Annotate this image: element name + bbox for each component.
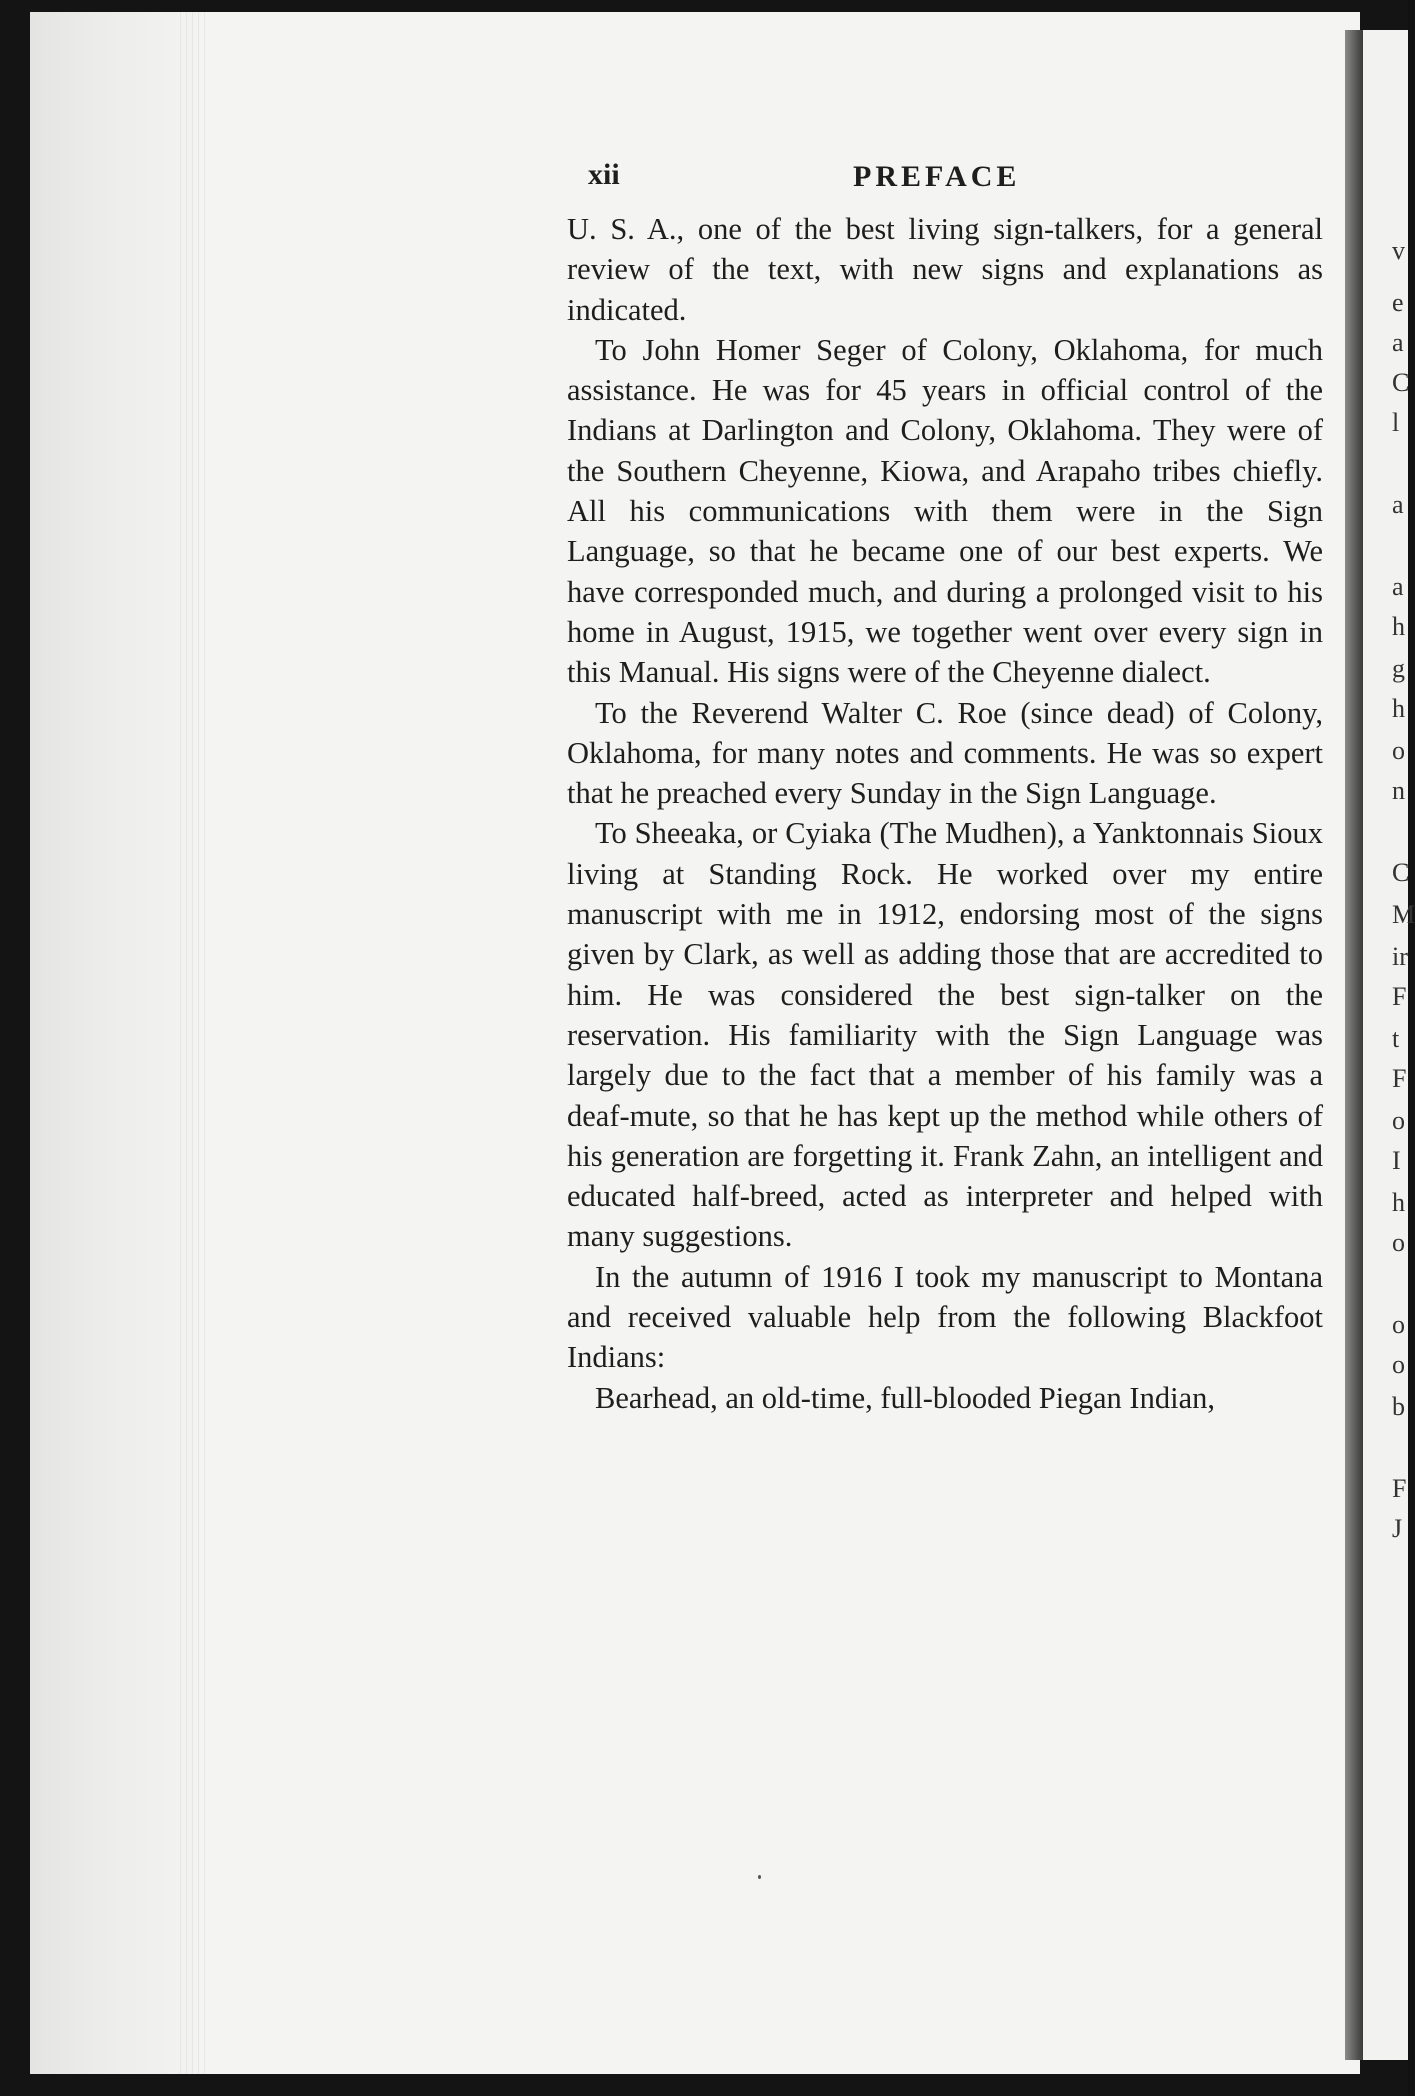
next-page-letter: v [1392, 236, 1405, 265]
page-edge-lines [180, 12, 210, 2074]
next-page-letter: M [1392, 900, 1415, 929]
next-page-letter: a [1392, 328, 1404, 357]
next-page-letter: h [1392, 1188, 1405, 1217]
next-page-letter: o [1392, 1228, 1405, 1257]
next-page-letter: o [1392, 1106, 1405, 1135]
next-page-letter: C [1392, 858, 1410, 887]
paragraph: To Sheeaka, or Cyiaka (The Mudhen), a Yanktonnais Sioux living at Standing Rock. He worked over my entire manuscript with me in 1912, endorsing most of the signs given by Clark, as well as adding those that are accredited to him. He was considered the best sign-talker on the reservation. His familiarity with the Sign Language was largely due to the fact that a member of his family was a deaf-mute, so that he has kept up the method while others of his generation are forgetting it. Frank Zahn, an intelligent and educated half-breed, acted as interpreter and helped with many suggestions. [567, 816, 1323, 1254]
spine-shadow [1345, 30, 1363, 2060]
next-page-letter: h [1392, 694, 1405, 723]
next-page-letter: l [1392, 408, 1400, 437]
next-page-letter: F [1392, 1474, 1407, 1503]
next-page-letter: a [1392, 490, 1404, 519]
next-page-letter: o [1392, 1310, 1405, 1339]
next-page-letter: g [1392, 654, 1405, 683]
paragraph: U. S. A., one of the best living sign-talkers, for a general review of the text, with new signs and explanations as indicated. [567, 212, 1323, 327]
next-page-letter: J [1392, 1514, 1403, 1543]
paragraph: Bearhead, an old-time, full-blooded Piegan Indian, [595, 1380, 1215, 1415]
next-page-letter: F [1392, 982, 1407, 1011]
page-gutter [30, 12, 200, 2074]
next-page-letter: b [1392, 1392, 1405, 1421]
next-page-letter: o [1392, 736, 1405, 765]
next-page-letter: n [1392, 776, 1405, 805]
paragraph: To the Reverend Walter C. Roe (since dead) of Colony, Oklahoma, for many notes and comments. He was so expert that he preached every Sunday in the Sign Language. [567, 695, 1323, 811]
next-page-letter: a [1392, 572, 1404, 601]
next-page-letter: h [1392, 612, 1405, 641]
next-page-letter: C [1392, 368, 1410, 397]
running-head [567, 155, 1323, 209]
page-number: xii [588, 158, 620, 191]
next-page-letter: o [1392, 1350, 1405, 1379]
text-block [567, 155, 1323, 1418]
paragraph: To John Homer Seger of Colony, Oklahoma, for much assistance. He was for 45 years in official control of the Indians at Darlington and Colony, Oklahoma. They were of the Southern Cheyenne, Kiowa, and Arapaho tribes chiefly. All his communications with them were in the Sign Language, so that he became one of our best experts. We have corresponded much, and during a prolonged visit to his home in August, 1915, we together went over every sign in this Manual. His signs were of the Cheyenne dialect. [567, 332, 1323, 690]
next-page-letter: t [1392, 1024, 1400, 1053]
running-title: PREFACE [853, 160, 1021, 193]
next-page-letter: F [1392, 1064, 1407, 1093]
next-page-letter: ir [1392, 942, 1408, 971]
body-text [567, 209, 1323, 1418]
paragraph: In the autumn of 1916 I took my manuscript to Montana and received valuable help from the following Blackfoot Indians: [567, 1259, 1323, 1375]
next-page-letter: e [1392, 288, 1404, 317]
next-page-letter: I [1392, 1146, 1401, 1175]
print-speck [758, 1875, 761, 1879]
